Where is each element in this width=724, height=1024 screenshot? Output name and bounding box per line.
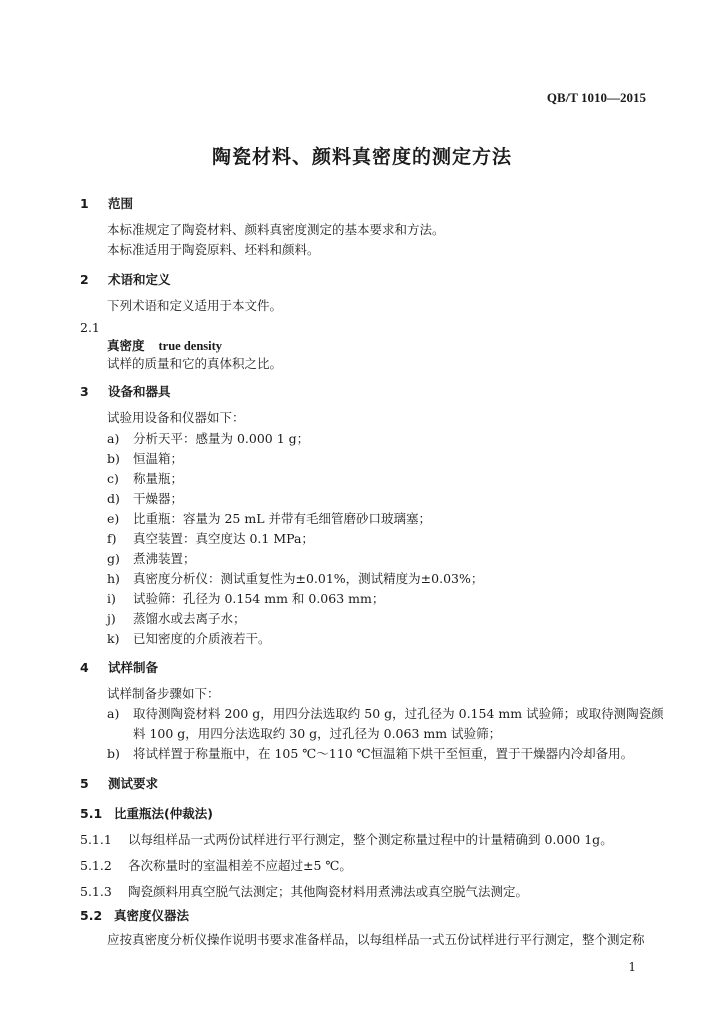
list-letter: h) (107, 571, 120, 586)
list-letter: k) (107, 631, 120, 646)
clause-text: 以每组样品一式两份试样进行平行测定，整个测定称量过程中的计量精确到 0.000 1g。 (128, 832, 613, 847)
subsection-number: 5.2 (80, 908, 103, 923)
list-item (107, 471, 183, 487)
list-text: 比重瓶：容量为 25 mL 并带有毛细管磨砂口玻璃塞； (133, 511, 431, 526)
section-number: 2 (80, 272, 89, 287)
section-3-heading (80, 384, 171, 400)
list-item (107, 531, 314, 547)
section-2-paragraph: 下列术语和定义适用于本文件。 (107, 298, 283, 313)
subsection-5-2-heading (80, 908, 189, 924)
list-text: 取待测陶瓷材料 200 g，用四分法选取约 50 g，过孔径为 0.154 mm 试验筛；或取待测陶瓷颜 (133, 706, 664, 721)
section-number: 3 (80, 384, 89, 399)
list-text: 称量瓶； (133, 471, 184, 486)
list-letter: c) (107, 471, 119, 486)
section-title: 术语和定义 (108, 272, 171, 287)
section-1-heading (80, 196, 133, 212)
clause-number: 5.1.1 (80, 832, 112, 847)
list-text: 真密度分析仪：测试重复性为±0.01%，测试精度为±0.03%； (133, 571, 484, 586)
list-item (107, 431, 309, 447)
section-1-paragraph-2: 本标准适用于陶瓷原料、坯料和颜料。 (107, 242, 320, 257)
clause-5-1-2 (80, 858, 352, 874)
section-2-heading (80, 272, 171, 288)
list-item (107, 491, 183, 507)
section-number: 1 (80, 196, 89, 211)
term-english: true density (158, 339, 223, 353)
list-letter: f) (107, 531, 117, 546)
subsection-2-1-number: 2.1 (80, 320, 100, 335)
section-number: 5 (80, 776, 89, 791)
document-title: 陶瓷材料、颜料真密度的测定方法 (211, 146, 512, 168)
subsection-title: 比重瓶法(仲裁法) (114, 806, 213, 821)
list-item (107, 571, 483, 587)
list-item (107, 706, 664, 722)
section-4-intro: 试样制备步骤如下： (107, 686, 220, 701)
section-1-paragraph-1: 本标准规定了陶瓷材料、颜料真密度测定的基本要求和方法。 (107, 222, 445, 237)
term-chinese: 真密度 (107, 338, 145, 353)
clause-5-1-3 (80, 884, 528, 900)
clause-number: 5.1.2 (80, 858, 112, 873)
list-text: 将试样置于称量瓶中，在 105 ℃～110 ℃恒温箱下烘干至恒重，置于干燥器内冷却备用。 (133, 746, 634, 761)
list-letter: i) (107, 591, 116, 606)
list-item (107, 611, 246, 627)
subsection-number: 5.1 (80, 806, 103, 821)
list-letter: a) (107, 706, 120, 721)
list-text: 蒸馏水或去离子水； (133, 611, 246, 626)
page-number: 1 (628, 960, 636, 974)
section-5-heading (80, 776, 158, 792)
section-title: 试样制备 (108, 660, 159, 675)
list-letter: e) (107, 511, 120, 526)
section-number: 4 (80, 660, 89, 675)
clause-text: 陶瓷颜料用真空脱气法测定；其他陶瓷材料用煮沸法或真空脱气法测定。 (128, 884, 529, 899)
list-letter: a) (107, 431, 120, 446)
list-item (107, 746, 633, 762)
list-item (107, 451, 183, 467)
term-definition: 试样的质量和它的真体积之比。 (107, 356, 283, 371)
list-text: 已知密度的介质液若干。 (133, 631, 271, 646)
subsection-5-1-heading (80, 806, 213, 822)
section-3-intro: 试验用设备和仪器如下： (107, 410, 245, 425)
list-text: 分析天平：感量为 0.000 1 g； (133, 431, 310, 446)
list-text: 干燥器； (133, 491, 184, 506)
list-item (107, 511, 431, 527)
standard-code: QB/T 1010—2015 (546, 90, 646, 105)
list-text: 煮沸装置； (133, 551, 196, 566)
list-text: 恒温箱； (133, 451, 184, 466)
list-item (107, 591, 384, 607)
list-letter: d) (107, 491, 120, 506)
list-text: 真空装置：真空度达 0.1 MPa； (133, 531, 314, 546)
list-letter: g) (107, 551, 120, 566)
list-letter: b) (107, 451, 120, 466)
list-item-continuation: 料 100 g，用四分法选取约 30 g，过孔径为 0.063 mm 试验筛； (133, 726, 502, 741)
section-title: 设备和器具 (108, 384, 171, 399)
section-title: 范围 (108, 196, 134, 211)
subsection-5-2-paragraph: 应按真密度分析仪操作说明书要求准备样品，以每组样品一式五份试样进行平行测定，整个测定称 (107, 932, 645, 947)
list-item (107, 551, 196, 567)
subsection-title: 真密度仪器法 (114, 908, 190, 923)
term-entry (107, 338, 222, 354)
list-letter: j) (107, 611, 116, 626)
clause-text: 各次称量时的室温相差不应超过±5 ℃。 (128, 858, 352, 873)
clause-5-1-1 (80, 832, 613, 848)
section-title: 测试要求 (108, 776, 159, 791)
list-text: 试验筛：孔径为 0.154 mm 和 0.063 mm； (133, 591, 385, 606)
list-item (107, 631, 271, 647)
list-letter: b) (107, 746, 120, 761)
section-4-heading (80, 660, 158, 676)
clause-number: 5.1.3 (80, 884, 112, 899)
